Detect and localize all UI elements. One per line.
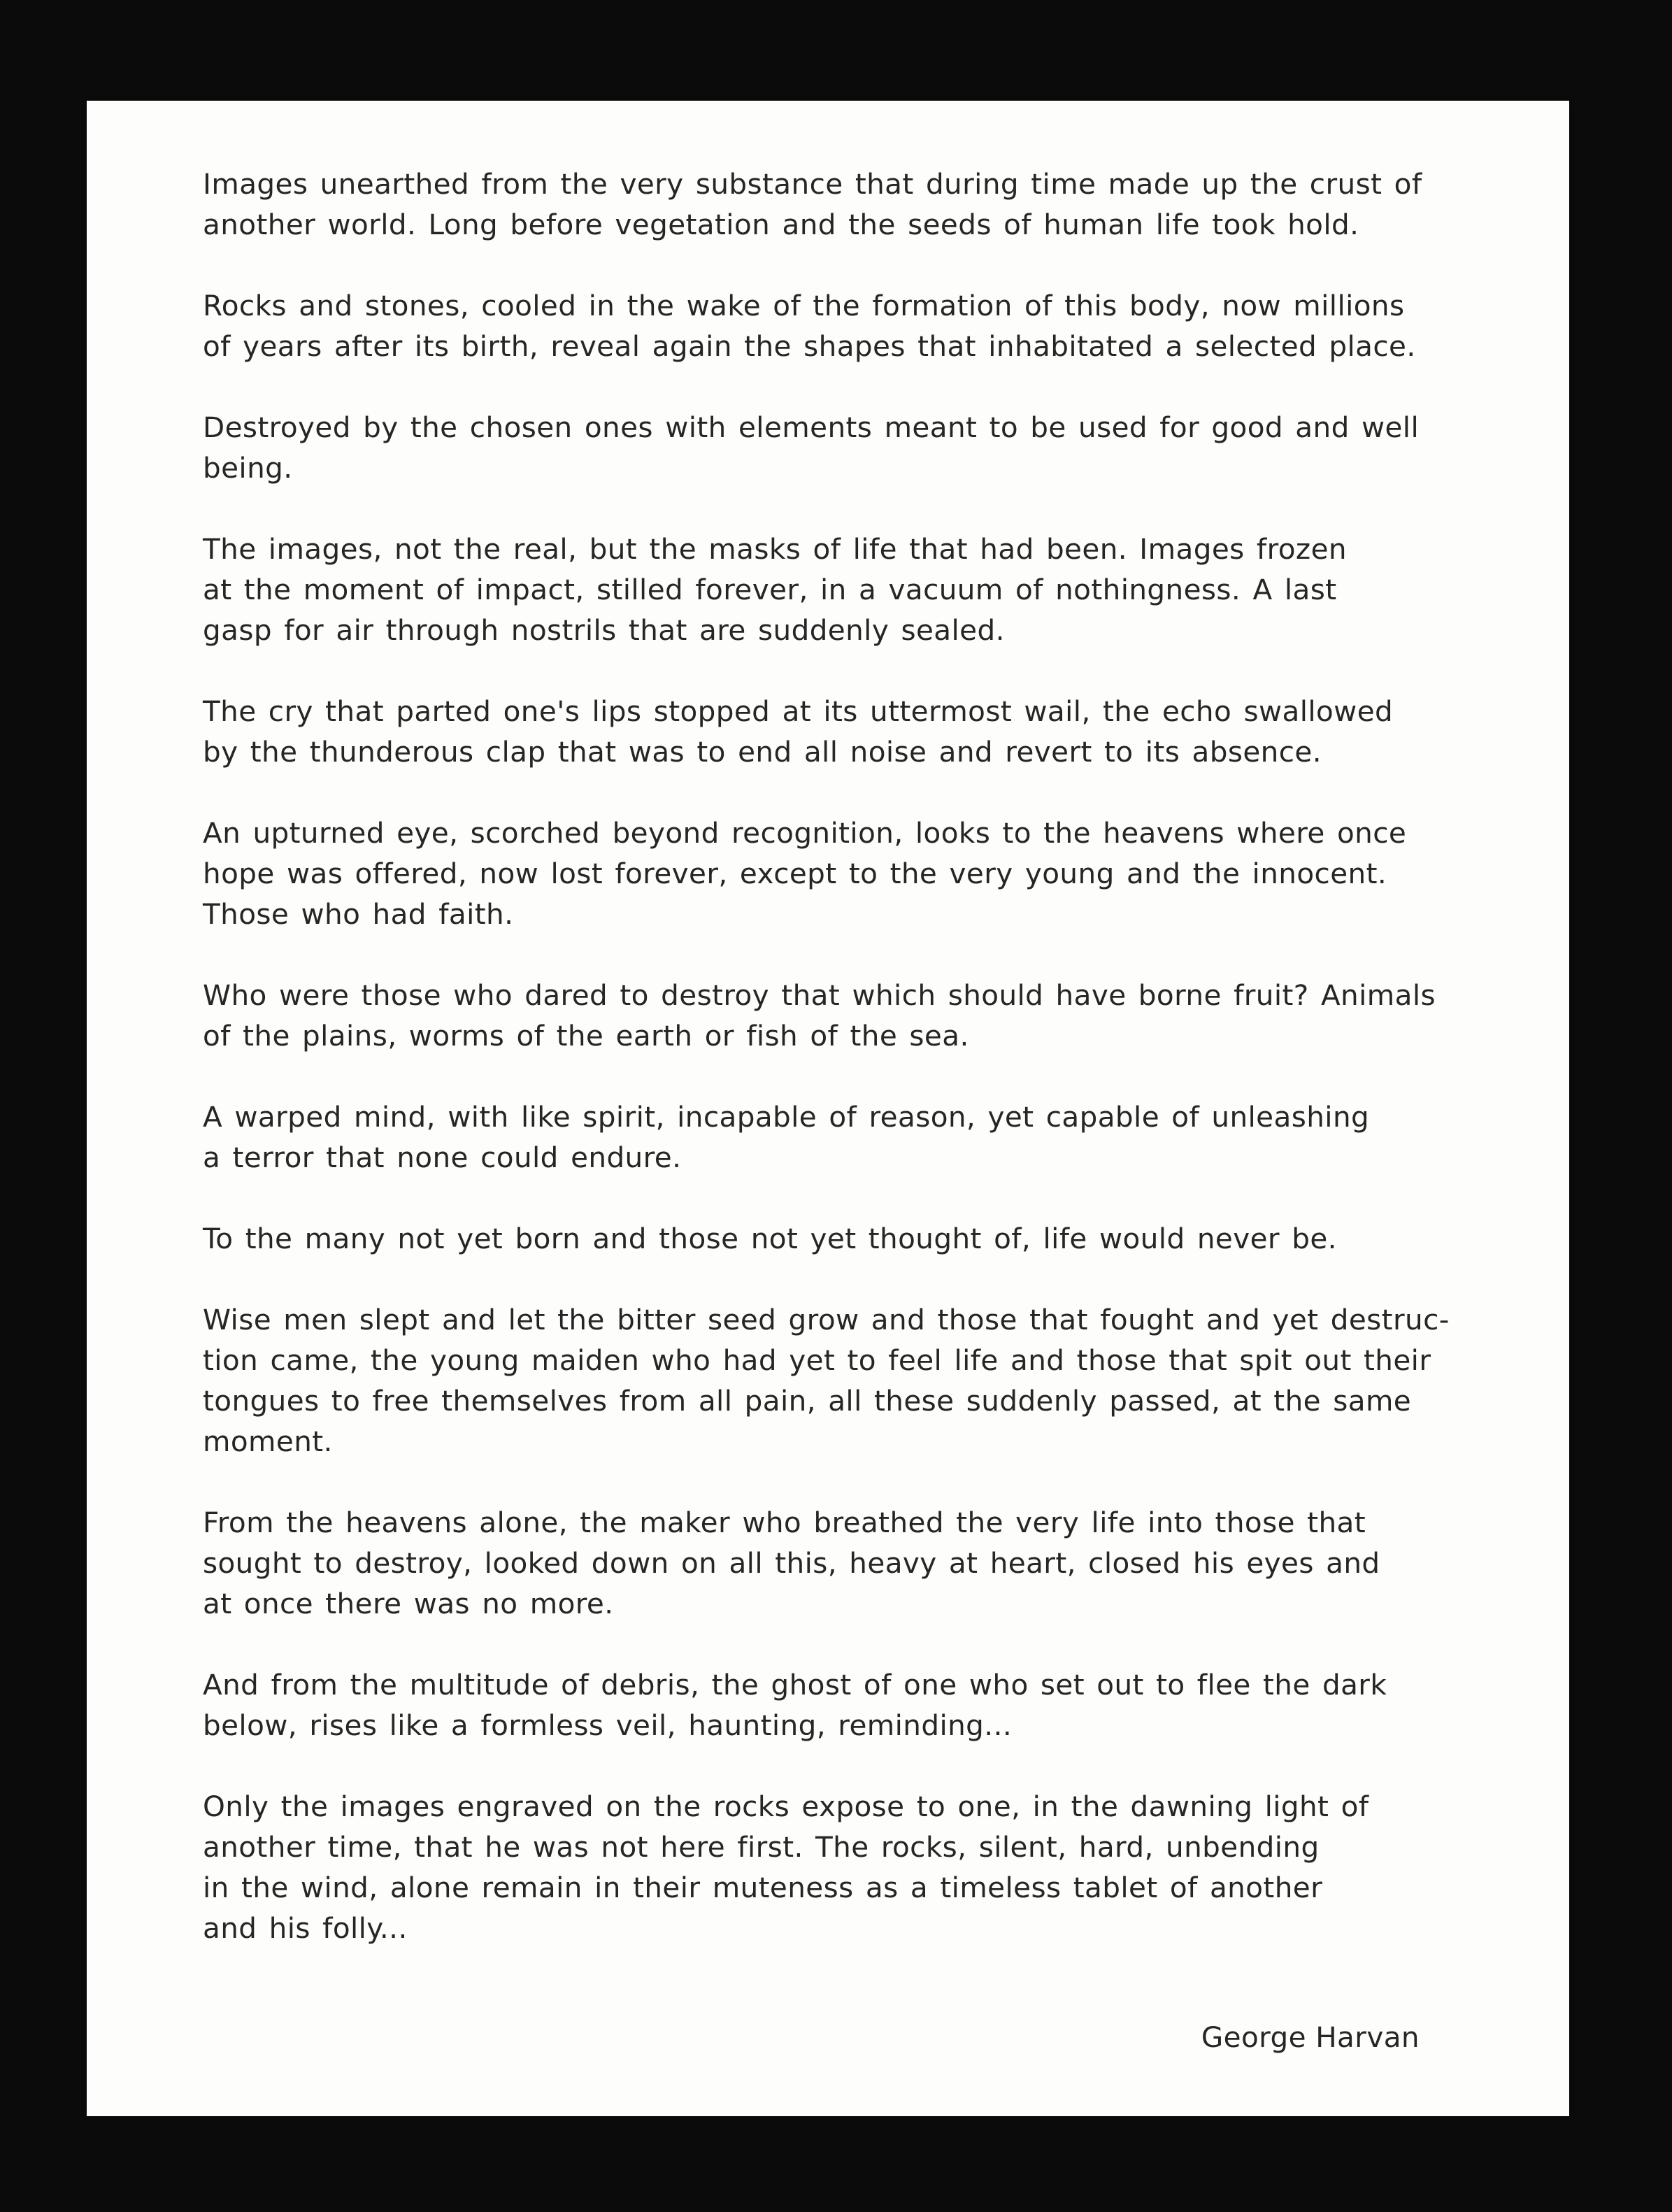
paragraph: Destroyed by the chosen ones with elements meant to be used for good and well being. bbox=[203, 411, 1420, 485]
paragraph: Who were those who dared to destroy that which should have borne fruit? Animals of the plains, worms of the earth or fish of the sea. bbox=[203, 978, 1436, 1053]
paragraph: Images unearthed from the very substance that during time made up the crust of another world. Long before vegetation and the seeds of human life took hold. bbox=[203, 167, 1422, 241]
paragraph: Only the images engraved on the rocks expose to one, in the dawning light of another time, that he was not here first. The rocks, silent, hard, unbending in the wind, alone remain in their muteness as a timeless tablet of another and his folly... bbox=[203, 1790, 1369, 1945]
poem-body bbox=[203, 164, 1531, 1948]
paragraph: The cry that parted one's lips stopped at its uttermost wail, the echo swallowed by the thunderous clap that was to end all noise and revert to its absence. bbox=[203, 694, 1394, 769]
paragraph: The images, not the real, but the masks of life that had been. Images frozen at the moment of impact, stilled forever, in a vacuum of nothingness. A last gasp for air through nostrils that are suddenly sealed. bbox=[203, 532, 1347, 647]
paragraph: A warped mind, with like spirit, incapable of reason, yet capable of unleashing a terror that none could endure. bbox=[203, 1100, 1370, 1174]
paragraph: Rocks and stones, cooled in the wake of the formation of this body, now millions of years after its birth, reveal again the shapes that inhabitated a selected place. bbox=[203, 289, 1416, 363]
paragraph: From the heavens alone, the maker who breathed the very life into those that sought to destroy, looked down on all this, heavy at heart, closed his eyes and at once there was no more. bbox=[203, 1506, 1380, 1620]
paragraph: And from the multitude of debris, the ghost of one who set out to flee the dark below, rises like a formless veil, haunting, reminding... bbox=[203, 1668, 1387, 1742]
paragraph: An upturned eye, scorched beyond recognition, looks to the heavens where once hope was offered, now lost forever, except to the very young and the innocent. Those who had faith. bbox=[203, 816, 1407, 931]
document-page bbox=[87, 101, 1569, 2116]
paragraph: To the many not yet born and those not yet thought of, life would never be. bbox=[203, 1222, 1337, 1255]
paragraph: Wise men slept and let the bitter seed grow and those that fought and yet destruc- tion came, the young maiden who had yet to feel life and those that spit out their tongues to free themselves from all pain, all these suddenly passed, at the same moment. bbox=[203, 1303, 1450, 1458]
author-signature: George Harvan bbox=[1201, 2020, 1420, 2054]
